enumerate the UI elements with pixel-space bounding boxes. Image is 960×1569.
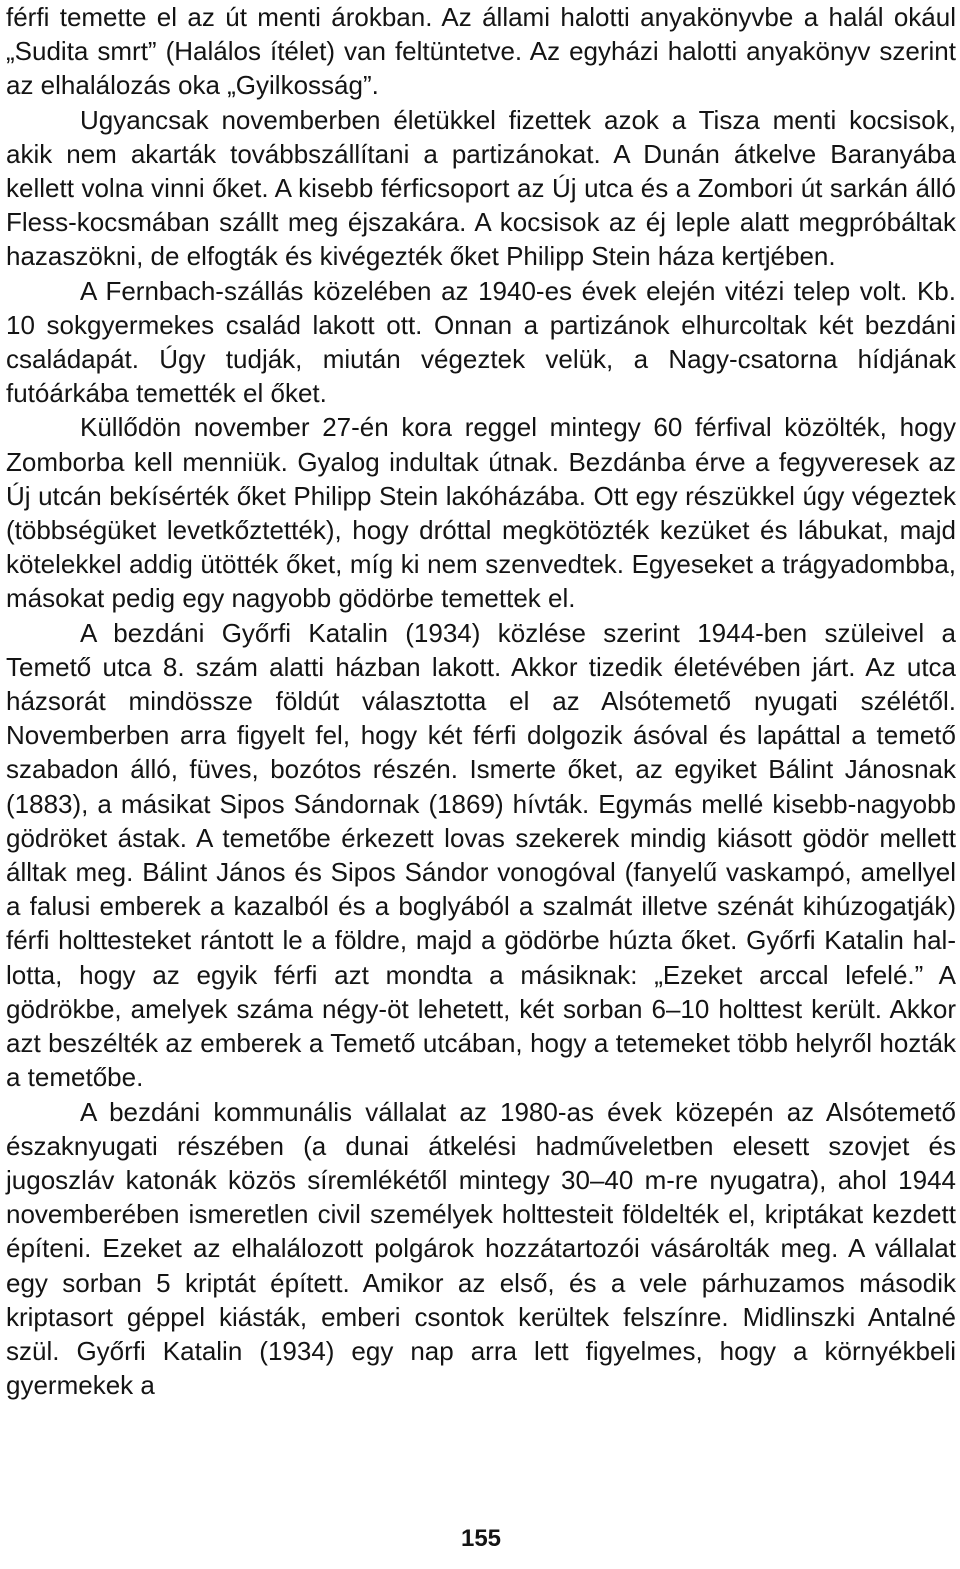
paragraph-3: A Fernbach-szállás közelében az 1940-es évek elején vitézi telep volt. Kb. 10 sokgyermekes család lakott ott. Onnan a partizánok elhurcoltak két bezdáni családapát. Úgy tudják, miután végeztek velük, a Nagy-csatorna hídjának futóárkába temették el őket. (6, 275, 956, 409)
paragraph-6: A bezdáni kommunális vállalat az 1980-as évek közepén az Alsótemető északnyugati részében (a dunai átkelési hadműveletben elesett szovjet és jugoszláv katonák közös síremlékétől mintegy 30–40 m-re nyugatra), ahol 1944 novemberében ismeretlen civil személyek holttesteit földelték el, kriptákat kezdett építeni. Ezeket az elhalálozott polgárok hozzátartozói vásárolták meg. A vállalat egy sorban 5 kriptát épített. Amikor az első, és a vele párhuzamos második kriptasort géppel kiásták, emberi csontok kerültek felszínre. Midlinszki Antalné szül. Győrfi Katalin (1934) egy nap arra lett figyelmes, hogy a környékbeli gyermekek a (6, 1096, 956, 1401)
paragraph-5: A bezdáni Győrfi Katalin (1934) közlése szerint 1944-ben szüleivel a Temető utca 8. szám alatti házban lakott. Akkor tizedik életévében járt. Az utca házsorát mindössze földút választotta el az Alsótemető nyugati szélétől. Novemberben arra figyelt fel, hogy két férfi dolgozik ásóval és lapáttal a temető szabadon álló, füves, bozótos részén. Ismerte őket, az egyiket Bálint Jánosnak (1883), a másikat Sipos Sándornak (1869) hívták. Egymás mellé kisebb-nagyobb gödröket ástak. A temetőbe érkezett lovas szekerek mindig kiásott gödör mellett álltak meg. Bálint János és Sipos Sándor vonogóval (fanyelű vaskampó, amellyel a falusi emberek a kazalból és a boglyából a szalmát illetve szénát kihúzogatják) férfi holttesteket rántott le a földre, majd a gödörbe húzta őket. Győrfi Katalin hallotta, hogy az egyik férfi azt mondta a másiknak: „Ezeket arccal lefelé.” A gödrökbe, amelyek száma négy-öt lehetett, két sorban 6–10 holttest került. Akkor azt beszélték az emberek a Temető utcában, hogy a tetemeket több helyről hozták a temetőbe. (6, 617, 956, 1093)
page-number: 155 (460, 1525, 502, 1552)
paragraph-1: férfi temette el az út menti árokban. Az állami halotti anyakönyvbe a halál okául „Sudita smrt” (Halálos ítélet) van feltüntetve. Az egyházi halotti anyakönyv szerint az elhalálozás oka „Gyilkosság”. (6, 2, 956, 101)
paragraph-4: Küllődön november 27-én kora reggel mintegy 60 férfival közölték, hogy Zomborba kell menniük. Gyalog indultak útnak. Bezdánba érve a fegyveresek az Új utcán bekísérték őket Philipp Stein lakóházába. Ott egy részükkel úgy végeztek (többségüket levetkőztették), hogy dróttal megkötözték kezüket és lábukat, majd kötelekkel addig ütötték őket, míg ki nem szenvedtek. Egyeseket a trágyadombba, másokat pedig egy nagyobb gödörbe temettek el. (6, 412, 956, 614)
book-page (6, 0, 956, 1569)
paragraph-2: Ugyancsak novemberben életükkel fizettek azok a Tisza menti kocsisok, akik nem akarták továbbszállítani a partizánokat. A Dunán átkelve Baranyába kellett volna vinni őket. A kisebb férficsoport az Új utca és a Zombori út sarkán álló Fless-kocsmában szállt meg éjszakára. A kocsisok az éj leple alatt megpróbáltak hazaszökni, de elfogták és kivégezték őket Philipp Stein háza kertjében. (6, 104, 956, 272)
body-text (6, 0, 956, 1402)
